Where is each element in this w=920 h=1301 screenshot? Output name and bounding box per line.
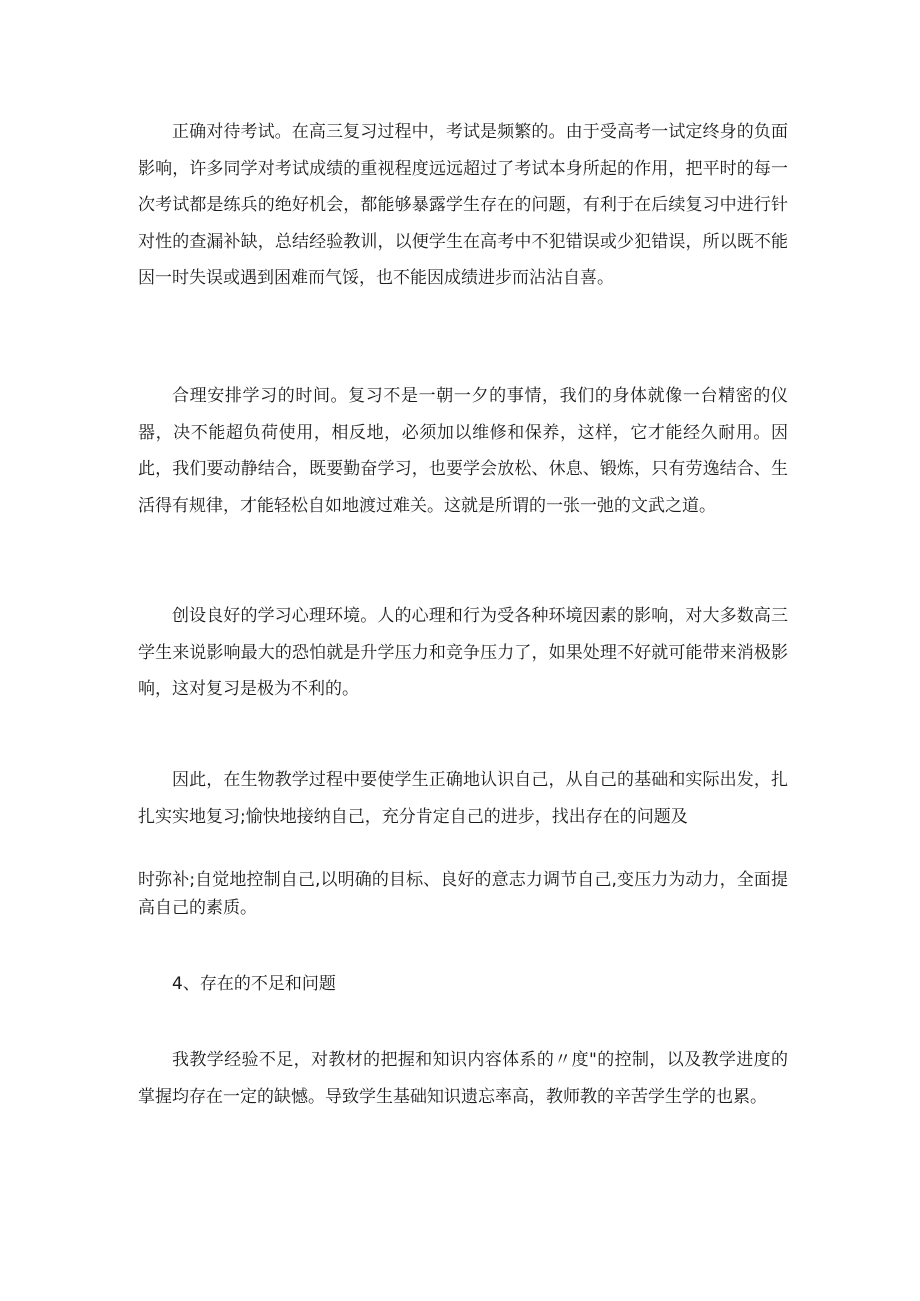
section-heading-shortcomings: 4、存在的不足和问题 — [172, 974, 336, 994]
paragraph-self-awareness: 因此，在生物教学过程中要使学生正确地认识自己，从自己的基础和实际出发，扎扎实实地复习;愉快地接纳自己，充分肯定自己的进步，找出存在的问题及 — [138, 770, 788, 827]
paragraph-teaching-experience: 我教学经验不足，对教材的把握和知识内容体系的〃度"的控制，以及教学进度的掌握均存在一定的缺憾。导致学生基础知识遗忘率高，教师教的辛苦学生学的也累。 — [138, 1050, 788, 1107]
paragraph-self-control: 时弥补;自觉地控制自己,以明确的目标、良好的意志力调节自己,变压力为动力，全面提高自己的素质。 — [138, 870, 788, 918]
paragraph-study-time: 合理安排学习的时间。复习不是一朝一夕的事情，我们的身体就像一台精密的仪器，决不能超负荷使用，相反地，必须加以维修和保养，这样，它才能经久耐用。因此，我们要动静结合，既要勤奋学习，也要学会放松、休息、锻炼，只有劳逸结合、生活得有规律，才能轻松自如地渡过难关。这就是所谓的一张一弛的文武之道。 — [138, 386, 788, 516]
paragraph-exam-attitude: 正确对待考试。在高三复习过程中，考试是频繁的。由于受高考一试定终身的负面影响，许多同学对考试成绩的重视程度远远超过了考试本身所起的作用，把平时的每一次考试都是练兵的绝好机会，都能够暴露学生存在的问题，有利于在后续复习中进行针对性的查漏补缺，总结经验教训，以便学生在高考中不犯错误或少犯错误，所以既不能因一时失误或遇到困难而气馁，也不能因成绩进步而沾沾自喜。 — [138, 122, 788, 289]
paragraph-psychological-environment: 创设良好的学习心理环境。人的心理和行为受各种环境因素的影响，对大多数高三学生来说影响最大的恐怕就是升学压力和竞争压力了，如果处理不好就可能带来消极影响，这对复习是极为不利的。 — [138, 606, 788, 700]
